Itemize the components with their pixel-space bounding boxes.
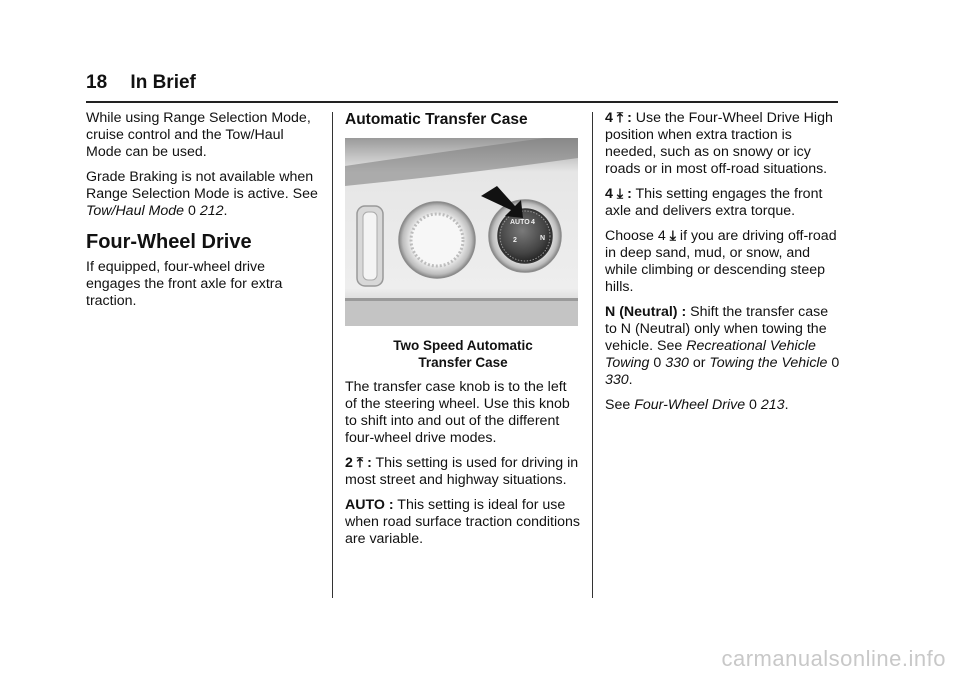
page-ref-212[interactable]: 212 bbox=[195, 203, 224, 219]
term-neutral-label: N (Neutral) : bbox=[605, 304, 687, 320]
caption-line-1: Two Speed Automatic bbox=[393, 338, 533, 353]
page-ref-icon: 0 bbox=[831, 355, 840, 371]
paragraph-grade-braking bbox=[86, 169, 322, 220]
term-colon: : bbox=[623, 186, 632, 202]
paragraph-four-wheel-drive: If equipped, four-wheel drive engages the front axle for extra traction. bbox=[86, 259, 283, 309]
period: . bbox=[784, 397, 789, 413]
heading-four-wheel-drive: Four-Wheel Drive bbox=[86, 231, 252, 253]
link-four-wheel-drive[interactable]: Four-Wheel Drive bbox=[634, 397, 746, 413]
term-colon: : bbox=[623, 110, 632, 126]
column-3 bbox=[605, 110, 841, 422]
knob-label-n: N bbox=[540, 235, 546, 242]
item-four-high bbox=[605, 110, 841, 178]
link-tow-haul-mode[interactable]: Tow/Haul Mode bbox=[86, 203, 185, 219]
high-range-icon: ⤒ bbox=[616, 110, 624, 126]
period: . bbox=[223, 203, 228, 219]
choose-text: Choose 4 bbox=[605, 228, 666, 244]
term-colon: : bbox=[363, 455, 372, 471]
column-1 bbox=[86, 110, 322, 318]
two-high-description: This setting is used for driving in most street and highway situations. bbox=[345, 455, 579, 488]
low-range-icon: ⤓ bbox=[669, 228, 676, 244]
page-header bbox=[86, 72, 196, 94]
page-title: In Brief bbox=[130, 72, 196, 93]
page-ref-icon: 0 bbox=[749, 397, 757, 413]
item-auto bbox=[345, 497, 581, 548]
grade-braking-text: Grade Braking is not available when Range Selection Mode is active. See bbox=[86, 169, 318, 202]
header-rule bbox=[86, 101, 838, 103]
paragraph-knob-location: The transfer case knob is to the left of the steering wheel. Use this knob to shift into and out of the different four-wheel drive modes. bbox=[345, 379, 570, 446]
low-range-icon: ⤓ bbox=[616, 186, 624, 202]
link-towing-the-vehicle[interactable]: Towing the Vehicle bbox=[709, 355, 828, 371]
heading-automatic-transfer-case: Automatic Transfer Case bbox=[345, 111, 528, 128]
page-number: 18 bbox=[86, 72, 108, 93]
item-four-low bbox=[605, 186, 841, 220]
auto-description: This setting is ideal for use when road surface traction conditions are variable. bbox=[345, 497, 581, 547]
paragraph-choose-four-low bbox=[605, 228, 841, 296]
page-ref-330-a[interactable]: 330 bbox=[661, 355, 689, 371]
four-low-description: This setting engages the front axle and delivers extra torque. bbox=[605, 186, 823, 219]
term-two-high-label: 2 bbox=[345, 455, 353, 471]
watermark: carmanualsonline.info bbox=[721, 646, 946, 671]
or-text: or bbox=[688, 355, 710, 371]
knob-label-two: 2 bbox=[513, 237, 517, 244]
knob-label-auto: AUTO bbox=[510, 219, 530, 226]
page-ref-icon: 0 bbox=[653, 355, 662, 371]
caption-line-2: Transfer Case bbox=[418, 355, 508, 370]
term-auto-label: AUTO : bbox=[345, 497, 394, 513]
period: . bbox=[628, 372, 633, 388]
page-ref-213[interactable]: 213 bbox=[756, 397, 785, 413]
figure-caption bbox=[345, 337, 581, 371]
item-two-high bbox=[345, 455, 581, 489]
page-ref-330-b[interactable]: 330 bbox=[605, 372, 629, 388]
knob-label-four-high: 4 bbox=[531, 219, 535, 226]
four-high-description: Use the Four-Wheel Drive High position when extra traction is needed, such as on snowy or icy roads or in most off-road situations. bbox=[605, 110, 833, 177]
term-four-high-label: 4 bbox=[605, 110, 613, 126]
high-range-icon: ⤒ bbox=[356, 455, 364, 471]
column-divider-right bbox=[592, 112, 593, 598]
term-four-low-label: 4 bbox=[605, 186, 613, 202]
column-divider-left bbox=[332, 112, 333, 598]
paragraph-see-four-wheel-drive bbox=[605, 397, 841, 414]
see-text: See bbox=[605, 397, 635, 413]
paragraph-range-selection: While using Range Selection Mode, cruise control and the Tow/Haul Mode can be used. bbox=[86, 110, 311, 160]
transfer-case-knob-photo bbox=[345, 138, 578, 326]
column-2 bbox=[345, 110, 581, 556]
page-ref-icon: 0 bbox=[188, 203, 196, 219]
item-neutral bbox=[605, 304, 841, 389]
link-recreational-vehicle-towing[interactable]: Recreational Vehicle Towing bbox=[605, 338, 816, 371]
neutral-description: Shift the transfer case to N (Neutral) only when towing the vehicle. See bbox=[605, 304, 829, 354]
choose-description: if you are driving off-road in deep sand, mud, or snow, and while climbing or descending steep hills. bbox=[605, 228, 837, 295]
